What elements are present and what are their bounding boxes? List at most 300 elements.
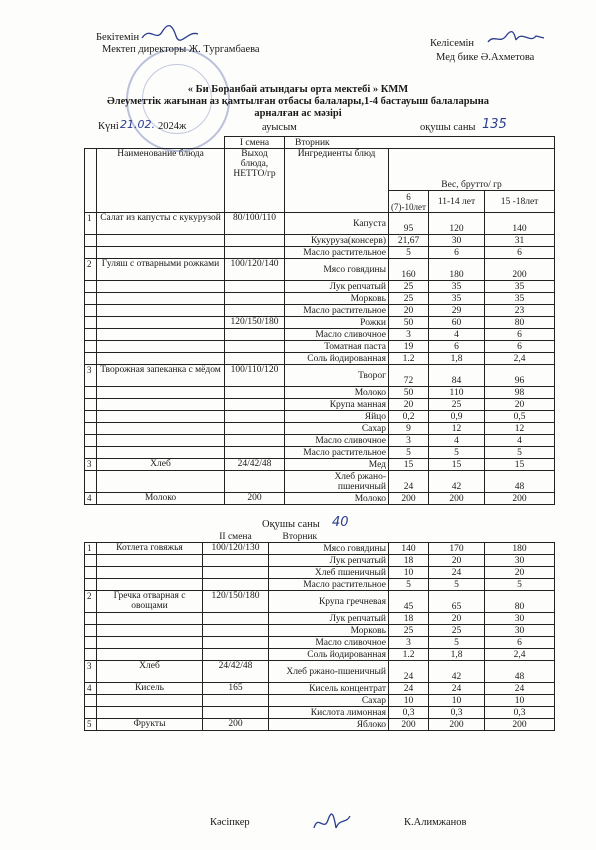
dish-name	[97, 471, 225, 493]
weight-age-3: 6	[485, 637, 555, 649]
ingredient-name: Крупа манная	[285, 399, 389, 411]
weight-age-2: 0,3	[429, 707, 485, 719]
dish-output: 200	[203, 719, 269, 731]
dish-output	[203, 579, 269, 591]
weight-age-2: 6	[429, 341, 485, 353]
row-number	[85, 435, 97, 447]
table-row	[85, 213, 555, 235]
weight-age-2: 1,8	[429, 353, 485, 365]
ingredient-name: Масло сливочное	[285, 329, 389, 341]
dish-output: 100/110/120	[225, 365, 285, 387]
weight-age-2: 200	[429, 493, 485, 505]
col-header-ingredients: Ингредиенты блюд	[285, 149, 389, 213]
ingredient-name: Творог	[285, 365, 389, 387]
weight-age-1: 140	[389, 543, 429, 555]
weight-age-3: 200	[485, 719, 555, 731]
table-row	[85, 719, 555, 731]
row-number	[85, 305, 97, 317]
table-row	[85, 365, 555, 387]
row-number	[85, 423, 97, 435]
dish-name	[97, 281, 225, 293]
entrepreneur-label: Кәсіпкер	[210, 817, 250, 828]
col-header-output: Выход блюда, НЕТТО/гр	[225, 149, 285, 213]
dish-output: 24/42/48	[225, 459, 285, 471]
table-row	[85, 447, 555, 459]
weight-age-1: 3	[389, 329, 429, 341]
ingredient-name: Хлеб ржано-пшеничный	[285, 471, 389, 493]
weight-age-1: 20	[389, 399, 429, 411]
dish-output	[203, 555, 269, 567]
ingredient-name: Хлеб ржано-пшеничный	[269, 661, 389, 683]
weight-age-3: 2,4	[485, 649, 555, 661]
ingredient-name: Кислота лимонная	[269, 707, 389, 719]
row-number: 2	[85, 259, 97, 281]
pupils-count: 135	[482, 117, 507, 132]
row-number	[85, 341, 97, 353]
table-row	[85, 387, 555, 399]
weight-age-1: 3	[389, 637, 429, 649]
row-number	[85, 411, 97, 423]
table-row	[85, 423, 555, 435]
weight-age-2: 84	[429, 365, 485, 387]
dish-name	[97, 637, 203, 649]
entrepreneur-name: К.Алимжанов	[404, 817, 467, 828]
dish-output	[225, 399, 285, 411]
dish-output	[203, 567, 269, 579]
dish-name	[97, 695, 203, 707]
dish-name	[97, 567, 203, 579]
dish-output	[225, 247, 285, 259]
ingredient-name: Масло растительное	[285, 305, 389, 317]
dish-name	[97, 341, 225, 353]
director-signature	[140, 22, 200, 44]
row-number	[85, 353, 97, 365]
row-number	[85, 613, 97, 625]
weight-age-2: 42	[429, 661, 485, 683]
weight-age-3: 96	[485, 365, 555, 387]
weight-age-3: 35	[485, 281, 555, 293]
col-header-age-3: 15 -18лет	[485, 191, 555, 213]
dish-output	[203, 649, 269, 661]
ingredient-name: Капуста	[285, 213, 389, 235]
weight-age-1: 10	[389, 695, 429, 707]
table-row	[85, 591, 555, 613]
dish-output: 120/150/180	[203, 591, 269, 613]
ingredient-name: Масло растительное	[269, 579, 389, 591]
weight-age-2: 29	[429, 305, 485, 317]
row-number	[85, 235, 97, 247]
dish-name: Гуляш с отварными рожками	[97, 259, 225, 281]
ingredient-name: Томатная паста	[285, 341, 389, 353]
weight-age-2: 42	[429, 471, 485, 493]
weight-age-1: 200	[389, 493, 429, 505]
table-row	[85, 471, 555, 493]
table-row	[85, 567, 555, 579]
weight-age-1: 160	[389, 259, 429, 281]
ingredient-name: Кукуруза(консерв)	[285, 235, 389, 247]
weight-age-3: 4	[485, 435, 555, 447]
row-number	[85, 567, 97, 579]
weight-age-1: 24	[389, 661, 429, 683]
dish-output: 200	[225, 493, 285, 505]
shift-1-label: I смена	[225, 137, 285, 149]
ingredient-name: Масло сливочное	[269, 637, 389, 649]
table-row	[85, 579, 555, 591]
weight-age-3: 48	[485, 661, 555, 683]
dish-name	[97, 579, 203, 591]
weight-age-1: 5	[389, 579, 429, 591]
ingredient-name: Хлеб пшеничный	[269, 567, 389, 579]
dish-output: 24/42/48	[203, 661, 269, 683]
weight-age-3: 35	[485, 293, 555, 305]
dish-name	[97, 387, 225, 399]
ingredient-name: Молоко	[285, 387, 389, 399]
dish-name	[97, 353, 225, 365]
row-number: 1	[85, 213, 97, 235]
weight-age-2: 4	[429, 329, 485, 341]
weight-age-2: 200	[429, 719, 485, 731]
dish-output	[225, 341, 285, 353]
ingredient-name: Морковь	[269, 625, 389, 637]
ingredient-name: Крупа гречневая	[269, 591, 389, 613]
menu-table-shift-1	[84, 136, 555, 505]
weight-age-3: 5	[485, 579, 555, 591]
row-number	[85, 399, 97, 411]
row-number	[85, 649, 97, 661]
dish-output: 80/100/110	[225, 213, 285, 235]
dish-output	[225, 305, 285, 317]
weight-age-2: 24	[429, 683, 485, 695]
dish-name: Котлета говяжья	[97, 543, 203, 555]
weight-age-2: 24	[429, 567, 485, 579]
col-header-weight: Вес, брутто/ гр	[389, 149, 555, 191]
dish-name	[97, 305, 225, 317]
dish-output	[203, 707, 269, 719]
ingredient-name: Масло растительное	[285, 247, 389, 259]
title-line-2: Әлеуметтік жағынан аз қамтылған отбасы балалары,1-4 бастауыш балаларына	[106, 96, 490, 107]
day-label: Вторник	[285, 137, 555, 149]
weight-age-2: 60	[429, 317, 485, 329]
director-name: Мектеп директоры Ж. Тургамбаева	[102, 44, 260, 55]
weight-age-2: 5	[429, 447, 485, 459]
weight-age-1: 24	[389, 471, 429, 493]
table-row	[85, 637, 555, 649]
row-number: 3	[85, 365, 97, 387]
weight-age-1: 50	[389, 387, 429, 399]
table-row	[85, 411, 555, 423]
weight-age-3: 6	[485, 329, 555, 341]
dish-name	[97, 625, 203, 637]
row-number: 5	[85, 719, 97, 731]
row-number: 1	[85, 543, 97, 555]
weight-age-1: 15	[389, 459, 429, 471]
pupils-label: оқушы саны	[420, 122, 476, 133]
weight-age-1: 25	[389, 281, 429, 293]
table-row	[85, 235, 555, 247]
weight-age-3: 20	[485, 399, 555, 411]
ingredient-name: Масло растительное	[285, 447, 389, 459]
weight-age-3: 200	[485, 259, 555, 281]
ingredient-name: Мед	[285, 459, 389, 471]
day-label-shift-2: Вторник	[282, 531, 318, 542]
weight-age-3: 30	[485, 555, 555, 567]
row-number	[85, 447, 97, 459]
weight-age-1: 19	[389, 341, 429, 353]
weight-age-1: 18	[389, 555, 429, 567]
table-row	[85, 281, 555, 293]
shift-label: ауысым	[262, 122, 297, 133]
ingredient-name: Лук репчатый	[285, 281, 389, 293]
table-row	[85, 247, 555, 259]
ingredient-name: Яблоко	[269, 719, 389, 731]
weight-age-2: 35	[429, 293, 485, 305]
weight-age-3: 12	[485, 423, 555, 435]
weight-age-1: 72	[389, 365, 429, 387]
weight-age-3: 2,4	[485, 353, 555, 365]
dish-name	[97, 555, 203, 567]
dish-output	[225, 329, 285, 341]
row-number	[85, 317, 97, 329]
weight-age-2: 5	[429, 579, 485, 591]
dish-name	[97, 399, 225, 411]
row-number	[85, 707, 97, 719]
dish-name	[97, 613, 203, 625]
weight-age-3: 200	[485, 493, 555, 505]
weight-age-3: 23	[485, 305, 555, 317]
dish-output: 100/120/140	[225, 259, 285, 281]
row-number	[85, 471, 97, 493]
weight-age-3: 20	[485, 567, 555, 579]
row-number: 3	[85, 459, 97, 471]
date-label: Күні	[98, 121, 119, 132]
dish-output	[203, 613, 269, 625]
ingredient-name: Кисель концентрат	[269, 683, 389, 695]
table-row	[85, 683, 555, 695]
weight-age-2: 4	[429, 435, 485, 447]
col-header-name: Наименование блюда	[97, 149, 225, 213]
menu-table-shift-2	[84, 531, 555, 731]
table-row	[85, 317, 555, 329]
weight-age-3: 48	[485, 471, 555, 493]
ingredient-name: Лук репчатый	[269, 555, 389, 567]
weight-age-3: 140	[485, 213, 555, 235]
shift-2-label: II смена	[219, 531, 252, 542]
row-number: 3	[85, 661, 97, 683]
weight-age-2: 25	[429, 399, 485, 411]
weight-age-2: 170	[429, 543, 485, 555]
weight-age-3: 180	[485, 543, 555, 555]
table-row	[85, 341, 555, 353]
row-number	[85, 247, 97, 259]
dish-output	[225, 293, 285, 305]
dish-output: 120/150/180	[225, 317, 285, 329]
weight-age-3: 31	[485, 235, 555, 247]
dish-name	[97, 435, 225, 447]
table-row	[85, 293, 555, 305]
dish-name: Молоко	[97, 493, 225, 505]
dish-name	[97, 707, 203, 719]
dish-output	[225, 471, 285, 493]
dish-name: Кисель	[97, 683, 203, 695]
agree-label: Келісемін	[430, 38, 475, 49]
table-row	[85, 305, 555, 317]
weight-age-1: 1.2	[389, 649, 429, 661]
weight-age-1: 9	[389, 423, 429, 435]
weight-age-2: 1,8	[429, 649, 485, 661]
dish-name: Салат из капусты с кукурузой	[97, 213, 225, 235]
approve-label: Бекітемін	[96, 32, 140, 43]
dish-output	[225, 411, 285, 423]
row-number	[85, 329, 97, 341]
ingredient-name: Масло сливочное	[285, 435, 389, 447]
weight-age-3: 15	[485, 459, 555, 471]
table-row	[85, 459, 555, 471]
weight-age-2: 180	[429, 259, 485, 281]
ingredient-name: Мясо говядины	[285, 259, 389, 281]
weight-age-2: 12	[429, 423, 485, 435]
weight-age-3: 80	[485, 591, 555, 613]
ingredient-name: Яйцо	[285, 411, 389, 423]
table-row	[85, 661, 555, 683]
weight-age-1: 25	[389, 293, 429, 305]
dish-output: 165	[203, 683, 269, 695]
weight-age-2: 10	[429, 695, 485, 707]
row-number	[85, 579, 97, 591]
weight-age-3: 30	[485, 625, 555, 637]
ingredient-name: Сахар	[269, 695, 389, 707]
dish-output	[225, 353, 285, 365]
ingredient-name: Соль йодированная	[285, 353, 389, 365]
dish-output	[203, 695, 269, 707]
dish-output: 100/120/130	[203, 543, 269, 555]
table-row	[85, 695, 555, 707]
weight-age-2: 30	[429, 235, 485, 247]
dish-name	[97, 235, 225, 247]
date-value: 21.02.	[120, 118, 155, 131]
dish-output	[225, 281, 285, 293]
dish-name	[97, 329, 225, 341]
row-number	[85, 625, 97, 637]
dish-name: Фрукты	[97, 719, 203, 731]
weight-age-2: 0,9	[429, 411, 485, 423]
weight-age-2: 25	[429, 625, 485, 637]
weight-age-1: 5	[389, 447, 429, 459]
row-number: 4	[85, 683, 97, 695]
title-line-3: арналған ас мәзірі	[254, 108, 342, 119]
col-header-age-2: 11-14 лет	[429, 191, 485, 213]
pupils-label-shift-2: Оқушы саны	[262, 519, 320, 530]
dish-output	[225, 235, 285, 247]
table-row	[85, 649, 555, 661]
dish-output	[225, 423, 285, 435]
dish-name	[97, 293, 225, 305]
table-row	[85, 259, 555, 281]
table-row	[85, 707, 555, 719]
weight-age-1: 21,67	[389, 235, 429, 247]
weight-age-2: 110	[429, 387, 485, 399]
weight-age-1: 1.2	[389, 353, 429, 365]
weight-age-2: 20	[429, 613, 485, 625]
weight-age-1: 95	[389, 213, 429, 235]
row-number: 2	[85, 591, 97, 613]
dish-name: Хлеб	[97, 459, 225, 471]
row-number	[85, 637, 97, 649]
weight-age-2: 5	[429, 637, 485, 649]
weight-age-3: 98	[485, 387, 555, 399]
weight-age-3: 10	[485, 695, 555, 707]
col-header-age-1: 6 (7)-10лет	[389, 191, 429, 213]
weight-age-1: 25	[389, 625, 429, 637]
table-row	[85, 399, 555, 411]
pupils-count-shift-2: 40	[332, 515, 349, 530]
weight-age-2: 120	[429, 213, 485, 235]
weight-age-3: 0,3	[485, 707, 555, 719]
weight-age-3: 80	[485, 317, 555, 329]
dish-output	[203, 637, 269, 649]
weight-age-1: 3	[389, 435, 429, 447]
date-year: 2024ж	[158, 121, 187, 132]
weight-age-2: 15	[429, 459, 485, 471]
nurse-name: Мед бике Ә.Ахметова	[436, 52, 535, 63]
weight-age-1: 45	[389, 591, 429, 613]
weight-age-3: 24	[485, 683, 555, 695]
dish-output	[203, 625, 269, 637]
row-number	[85, 695, 97, 707]
weight-age-1: 0,3	[389, 707, 429, 719]
dish-output	[225, 447, 285, 459]
dish-name	[97, 423, 225, 435]
weight-age-1: 24	[389, 683, 429, 695]
dish-output	[225, 435, 285, 447]
dish-name	[97, 411, 225, 423]
weight-age-2: 65	[429, 591, 485, 613]
row-number: 4	[85, 493, 97, 505]
dish-name	[97, 317, 225, 329]
dish-name: Творожная запеканка с мёдом	[97, 365, 225, 387]
nurse-signature	[486, 28, 546, 50]
table-row	[85, 625, 555, 637]
weight-age-3: 6	[485, 341, 555, 353]
dish-name: Хлеб	[97, 661, 203, 683]
weight-age-3: 6	[485, 247, 555, 259]
row-number	[85, 555, 97, 567]
ingredient-name: Лук репчатый	[269, 613, 389, 625]
weight-age-1: 5	[389, 247, 429, 259]
table-row	[85, 493, 555, 505]
ingredient-name: Морковь	[285, 293, 389, 305]
table-row	[85, 329, 555, 341]
dish-name	[97, 447, 225, 459]
ingredient-name: Рожки	[285, 317, 389, 329]
row-number	[85, 281, 97, 293]
row-number	[85, 293, 97, 305]
weight-age-2: 6	[429, 247, 485, 259]
dish-output	[225, 387, 285, 399]
dish-name	[97, 247, 225, 259]
entrepreneur-signature	[310, 810, 354, 836]
weight-age-3: 30	[485, 613, 555, 625]
weight-age-1: 18	[389, 613, 429, 625]
weight-age-2: 20	[429, 555, 485, 567]
ingredient-name: Сахар	[285, 423, 389, 435]
table-row	[85, 555, 555, 567]
dish-name: Гречка отварная с овощами	[97, 591, 203, 613]
weight-age-1: 10	[389, 567, 429, 579]
table-row	[85, 353, 555, 365]
weight-age-1: 200	[389, 719, 429, 731]
table-row	[85, 613, 555, 625]
weight-age-2: 35	[429, 281, 485, 293]
